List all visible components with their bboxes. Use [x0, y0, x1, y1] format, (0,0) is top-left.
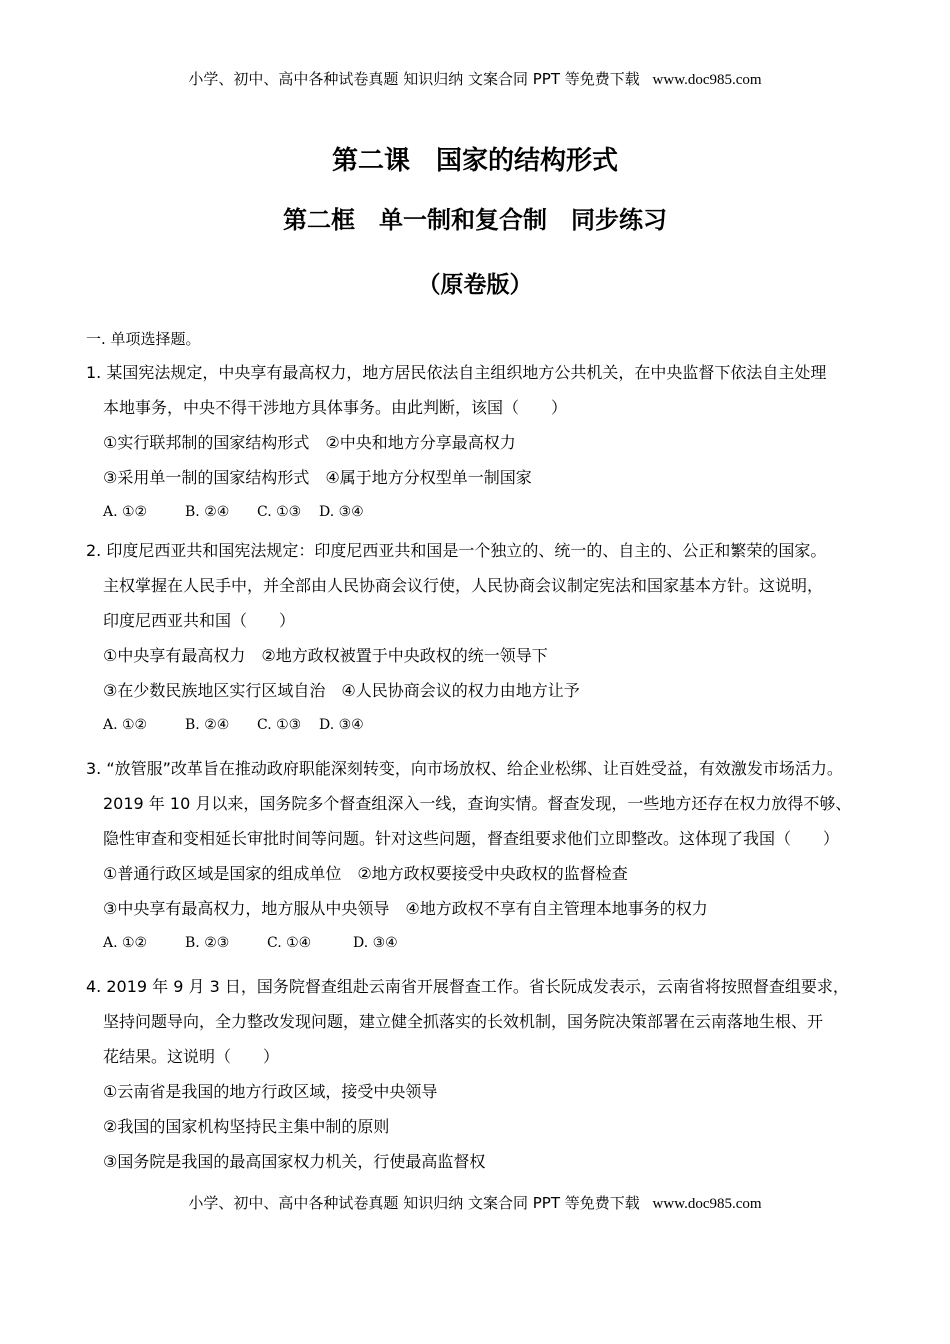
answer-a[interactable]: A. ①②	[103, 717, 148, 733]
answer-a[interactable]: A. ①②	[103, 935, 148, 951]
header-text: 小学、初中、高中各种试卷真题 知识归纳 文案合同 PPT 等免费下载	[188, 70, 640, 88]
answer-choices	[86, 926, 876, 961]
answer-b[interactable]: B. ②④	[185, 717, 230, 733]
answer-b[interactable]: B. ②③	[185, 935, 230, 951]
answer-choices	[86, 495, 876, 530]
option-line: ①中央享有最高权力 ②地方政权被置于中央政权的统一领导下	[103, 646, 548, 665]
question-text: 3. “放管服”改革旨在推动政府职能深刻转变，向市场放权、给企业松绑、让百姓受益，有效激发市场活力。	[86, 759, 843, 778]
question-text: 印度尼西亚共和国（ ）	[103, 611, 296, 630]
answer-a[interactable]: A. ①②	[103, 504, 148, 520]
answer-c[interactable]: C. ①③	[257, 717, 302, 733]
answer-c[interactable]: C. ①③	[257, 504, 302, 520]
answer-d[interactable]: D. ③④	[319, 504, 364, 520]
answer-d[interactable]: D. ③④	[319, 717, 364, 733]
question-1	[86, 355, 876, 530]
option-line: ③中央享有最高权力，地方服从中央领导 ④地方政权不享有自主管理本地事务的权力	[103, 899, 708, 918]
question-text: 主权掌握在人民手中，并全部由人民协商会议行使，人民协商会议制定宪法和国家基本方针。这说明，	[103, 576, 824, 595]
page-footer	[0, 1192, 950, 1213]
question-text: 花结果。这说明（ ）	[103, 1047, 280, 1066]
lesson-title: 第二课 国家的结构形式	[331, 146, 618, 176]
option-line: ①普通行政区域是国家的组成单位 ②地方政权要接受中央政权的监督检查	[103, 864, 628, 883]
question-text: 坚持问题导向，全力整改发现问题，建立健全抓落实的长效机制，国务院决策部署在云南落地生根、开	[103, 1012, 824, 1031]
option-line: ③在少数民族地区实行区域自治 ④人民协商会议的权力由地方让予	[103, 681, 580, 700]
question-text: 隐性审查和变相延长审批时间等问题。针对这些问题，督查组要求他们立即整改。这体现了我国（ ）	[103, 829, 840, 848]
footer-text: 小学、初中、高中各种试卷真题 知识归纳 文案合同 PPT 等免费下载	[188, 1194, 640, 1212]
option-line: ①实行联邦制的国家结构形式 ②中央和地方分享最高权力	[103, 433, 516, 452]
option-line: ①云南省是我国的地方行政区域，接受中央领导	[103, 1082, 438, 1101]
answer-d[interactable]: D. ③④	[353, 935, 398, 951]
question-4	[86, 969, 876, 1179]
version-label: （原卷版）	[417, 272, 533, 298]
page-header	[0, 68, 950, 89]
option-line: ③采用单一制的国家结构形式 ④属于地方分权型单一制国家	[103, 468, 532, 487]
question-text: 4. 2019 年 9 月 3 日，国务院督查组赴云南省开展督查工作。省长阮成发表示，云南省将按照督查组要求，	[86, 977, 849, 996]
header-url[interactable]: www.doc985.com	[652, 72, 762, 88]
question-2	[86, 533, 876, 743]
option-line: ③国务院是我国的最高国家权力机关，行使最高监督权	[103, 1152, 486, 1171]
question-text: 本地事务，中央不得干涉地方具体事务。由此判断，该国（ ）	[103, 398, 568, 417]
answer-c[interactable]: C. ①④	[267, 935, 312, 951]
question-text: 1. 某国宪法规定，中央享有最高权力，地方居民依法自主组织地方公共机关，在中央监督下依法自主处理	[86, 363, 827, 382]
section-title: 第二框 单一制和复合制 同步练习	[283, 206, 667, 234]
question-text: 2019 年 10 月以来，国务院多个督查组深入一线，查询实情。督查发现，一些地方还存在权力放得不够、	[103, 794, 852, 813]
answer-choices	[86, 708, 876, 743]
question-3	[86, 751, 876, 961]
answer-b[interactable]: B. ②④	[185, 504, 230, 520]
question-text: 2. 印度尼西亚共和国宪法规定：印度尼西亚共和国是一个独立的、统一的、自主的、公正和繁荣的国家。	[86, 541, 827, 560]
option-line: ②我国的国家机构坚持民主集中制的原则	[103, 1117, 390, 1136]
section-heading: 一. 单项选择题。	[86, 330, 201, 348]
footer-url[interactable]: www.doc985.com	[652, 1196, 762, 1212]
